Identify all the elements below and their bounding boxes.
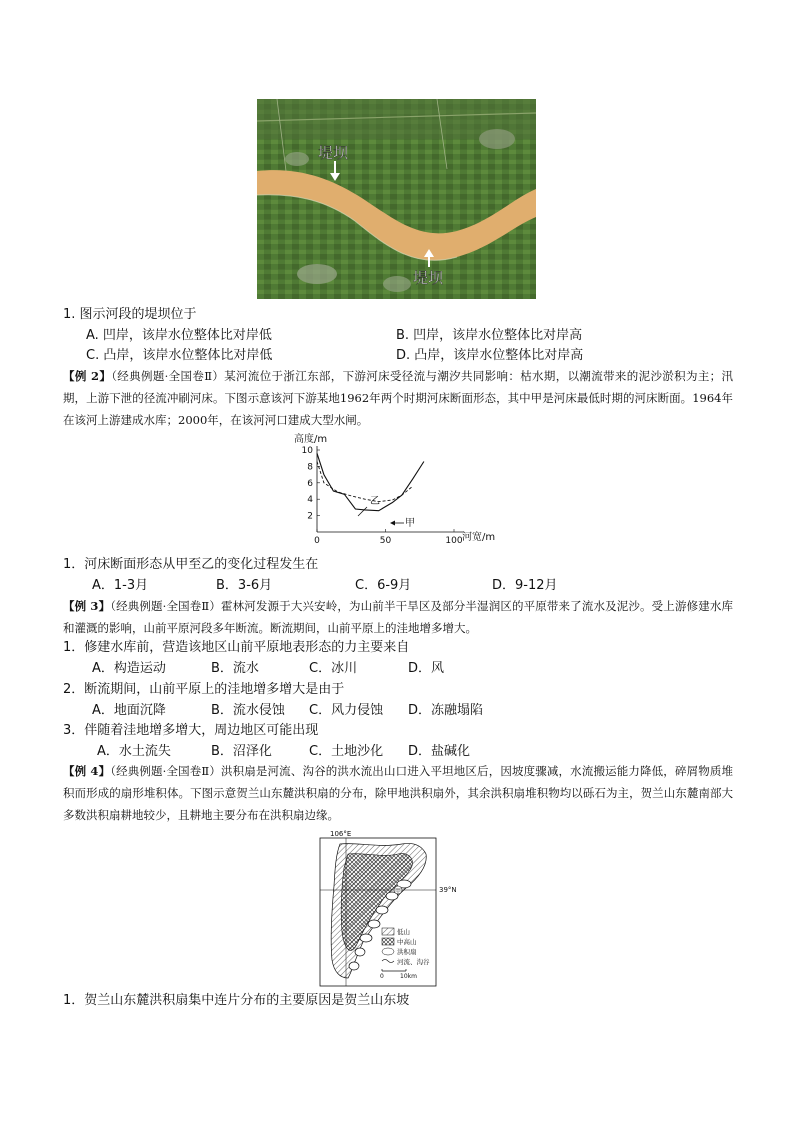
q5-option-b[interactable]: B．沼泽化	[211, 744, 272, 759]
q1-option-d[interactable]: D. 凸岸，该岸水位整体比对岸高	[396, 348, 584, 363]
example-3-body: （经典例题·全国卷Ⅱ）霍林河发源于大兴安岭，为山前半干旱区及部分半湿润区的平原带来了流水及泥沙。受上游修建水库和灌溉的影响，山前平原河段多年断流。断流期间，山前平原上的洼地增多增大。	[63, 599, 733, 635]
river-satellite-svg	[257, 99, 536, 299]
q1-option-b[interactable]: B. 凹岸，该岸水位整体比对岸高	[396, 328, 583, 343]
chart-ytick-label: 10	[301, 446, 313, 456]
dike-label-bottom: 堤坝	[413, 269, 444, 287]
map-longitude-label: 106°E	[330, 830, 352, 838]
q1-option-a[interactable]: A. 凹岸，该岸水位整体比对岸低	[86, 328, 272, 343]
question-6-stem: 1．贺兰山东麓洪积扇集中连片分布的主要原因是贺兰山东坡	[63, 993, 410, 1008]
series-label-yi: 乙	[370, 496, 380, 507]
q3-option-b[interactable]: B．流水	[211, 661, 259, 676]
chart-ytick-label: 8	[307, 462, 313, 473]
map-label-jia: 甲	[395, 888, 402, 895]
q1-option-c[interactable]: C. 凸岸，该岸水位整体比对岸低	[86, 348, 273, 363]
q3-option-c[interactable]: C．冰川	[309, 661, 358, 676]
q2-option-d[interactable]: D．9-12月	[492, 578, 558, 593]
series-yi-line	[317, 462, 413, 502]
question-3-stem: 1．修建水库前，营造该地区山前平原地表形态的力主要来自	[63, 640, 410, 655]
q3-option-a[interactable]: A．构造运动	[92, 661, 166, 676]
example-2-tag: 【例 2】	[63, 369, 112, 383]
dike-label-top: 堤坝	[318, 144, 349, 162]
helan-map-svg	[318, 828, 468, 988]
q5-option-d[interactable]: D．盐碱化	[408, 744, 471, 759]
q4-option-a[interactable]: A．地面沉降	[92, 703, 166, 718]
example-3-tag: 【例 3】	[63, 599, 111, 613]
riverbed-chart-svg	[292, 432, 504, 550]
chart-ytick-label: 2	[307, 511, 313, 522]
legend-alluvial-fan: 洪积扇	[397, 948, 417, 956]
river-satellite-image	[257, 99, 536, 299]
series-label-jia: 甲	[405, 518, 415, 529]
q5-option-c[interactable]: C．土地沙化	[309, 744, 384, 759]
chart-ytick-label: 4	[307, 495, 313, 506]
q2-option-a[interactable]: A．1-3月	[92, 578, 149, 593]
q4-option-c[interactable]: C．风力侵蚀	[309, 703, 384, 718]
example-4-tag: 【例 4】	[63, 764, 111, 778]
q5-option-a[interactable]: A．水土流失	[97, 744, 171, 759]
q3-option-d[interactable]: D．风	[408, 661, 445, 676]
chart-xtick-label: 0	[314, 536, 320, 546]
chart-xtick-label: 100	[445, 536, 463, 546]
example-4-text	[63, 760, 733, 826]
scale-label: 10km	[400, 973, 417, 980]
example-4-body: （经典例题·全国卷Ⅱ）洪积扇是河流、沟谷的洪水流出山口进入平坦地区后，因坡度骤减，水流搬运能力降低，碎屑物质堆积而形成的扇形堆积体。下图示意贺兰山东麓洪积扇的分布，除甲地洪积扇外，其余洪积扇堆积物均以砾石为主，贺兰山东麓南部大多数洪积扇耕地较少，且耕地主要分布在洪积扇边缘。	[63, 764, 733, 822]
chart-ytick-label: 6	[307, 478, 313, 489]
example-2-text	[63, 365, 733, 431]
example-2-body: （经典例题·全国卷Ⅱ）某河流位于浙江东部，下游河床受径流与潮汐共同影响：枯水期，以潮流带来的泥沙淤积为主；汛期，上游下泄的径流冲刷河床。下图示意该河下游某地1962年两个时期河床断面形态，其中甲是河床最低时期的河床断面。1964年在该河上游建成水库；2000年，在该河河口建成大型水闸。	[63, 369, 733, 427]
scale-zero: 0	[380, 973, 384, 980]
chart-xtick-label: 50	[379, 536, 392, 546]
q4-option-b[interactable]: B．流水侵蚀	[211, 703, 285, 718]
legend-mid-high-mountain: 中高山	[397, 938, 417, 946]
example-3-text	[63, 595, 733, 639]
q2-option-b[interactable]: B．3-6月	[216, 578, 273, 593]
chart-xlabel: 河宽/m	[462, 532, 496, 543]
legend-low-mountain: 低山	[397, 928, 410, 936]
question-5-stem: 3．伴随着洼地增多增大，周边地区可能出现	[63, 723, 319, 738]
q4-option-d[interactable]: D．冻融塌陷	[408, 703, 484, 718]
question-1-stem: 1. 图示河段的堤坝位于	[63, 307, 197, 322]
question-2-stem: 1．河床断面形态从甲至乙的变化过程发生在	[63, 557, 319, 572]
chart-ylabel: 高度/m	[294, 434, 328, 445]
helan-mountain-map	[318, 828, 468, 988]
riverbed-section-chart	[292, 432, 504, 550]
legend-river-gully: 河流、沟谷	[397, 958, 430, 966]
map-latitude-label: 39°N	[439, 886, 457, 894]
q2-option-c[interactable]: C．6-9月	[355, 578, 412, 593]
question-4-stem: 2．断流期间，山前平原上的洼地增多增大是由于	[63, 682, 345, 697]
